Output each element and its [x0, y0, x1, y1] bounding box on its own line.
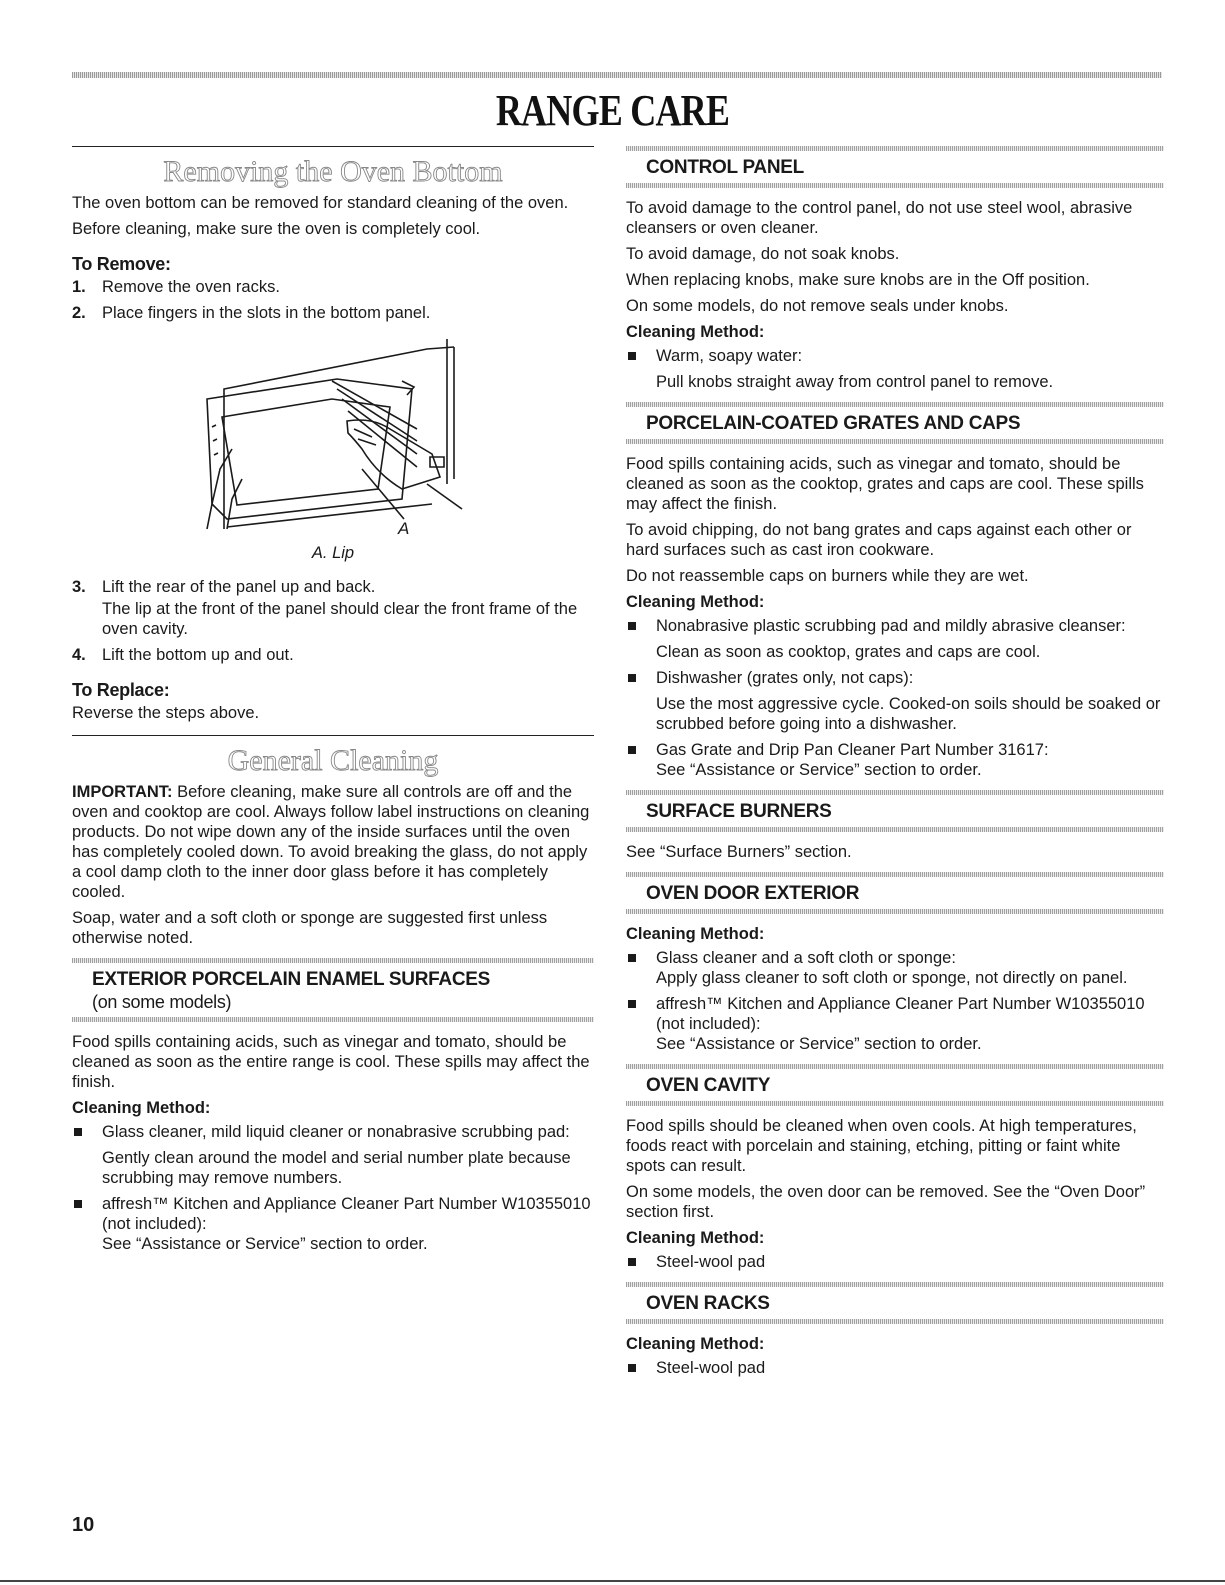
bullet-text: Glass cleaner, mild liquid cleaner or nonabrasive scrubbing pad:: [102, 1123, 570, 1141]
paragraph: Food spills containing acids, such as vinegar and tomato, should be cleaned as soon as the cooktop, grates and caps are cool. These spills may affect the finish.: [626, 455, 1144, 513]
important-paragraph: [72, 782, 594, 902]
list-item: [72, 1194, 594, 1254]
bullet-text: Glass cleaner and a soft cloth or sponge:: [656, 949, 956, 967]
step-item: [72, 303, 594, 323]
racks-bullets: [626, 1358, 1164, 1378]
door-section: [626, 872, 1164, 1054]
paragraph: See “Surface Burners” section.: [626, 843, 852, 861]
oven-bottom-illustration: [72, 329, 594, 541]
step-text: Lift the rear of the panel up and back.: [102, 578, 376, 596]
hatched-rule: [626, 1101, 1164, 1106]
exterior-bullets: [72, 1122, 594, 1254]
bullet-note: See “Assistance or Service” section to order.: [656, 761, 982, 779]
step-text: Place fingers in the slots in the bottom panel.: [102, 304, 431, 322]
bullet-square-icon: [628, 954, 636, 962]
hatched-rule: [626, 183, 1164, 188]
bullet-note: See “Assistance or Service” section to order.: [102, 1235, 428, 1253]
cavity-bullets: [626, 1252, 1164, 1272]
hatched-rule: [626, 1319, 1164, 1324]
important-text: Before cleaning, make sure all controls are off and the oven and cooktop are cool. Always follow label instructions on cleaning products. Do not wipe down any of the inside surfaces until the oven has completely cooled down. To avoid breaking the glass, do not apply a cool damp cloth to the inner door glass before it has completely cooled.: [72, 783, 590, 901]
racks-heading: OVEN RACKS: [646, 1293, 770, 1314]
bullet-square-icon: [628, 1258, 636, 1266]
step-item: [72, 577, 594, 639]
bullet-square-icon: [628, 746, 636, 754]
replace-text: Reverse the steps above.: [72, 704, 260, 722]
exterior-heading-text: EXTERIOR PORCELAIN ENAMEL SURFACES: [92, 969, 490, 990]
cleaning-method-label: Cleaning Method:: [626, 1229, 765, 1247]
bullet-text: Nonabrasive plastic scrubbing pad and mildly abrasive cleanser:: [656, 617, 1126, 635]
exterior-panel: [72, 958, 594, 1254]
cleaning-method-label: Cleaning Method:: [626, 925, 765, 943]
exterior-text: Food spills containing acids, such as vinegar and tomato, should be cleaned as soon as the entire range is cool. These spills may affect the finish.: [72, 1033, 590, 1091]
door-bullets: [626, 948, 1164, 1054]
bullet-text: affresh™ Kitchen and Appliance Cleaner Part Number W10355010 (not included):: [102, 1195, 591, 1233]
paragraph: Do not reassemble caps on burners while they are wet.: [626, 567, 1029, 585]
cleaning-method-label: Cleaning Method:: [626, 323, 765, 341]
cleaning-method-label: Cleaning Method:: [626, 593, 765, 611]
list-item: [626, 346, 1164, 392]
bullet-note: Gently clean around the model and serial number plate because scrubbing may remove numbers.: [102, 1149, 571, 1187]
paragraph: Food spills should be cleaned when oven cools. At high temperatures, foods react with porcelain and staining, etching, pitting or faint white spots can result.: [626, 1117, 1137, 1175]
cavity-heading: OVEN CAVITY: [646, 1075, 771, 1096]
intro-text: Before cleaning, make sure the oven is completely cool.: [72, 220, 481, 238]
list-item: [626, 1358, 1164, 1378]
section-rule: [72, 146, 594, 147]
bullet-note: Pull knobs straight away from control panel to remove.: [656, 373, 1054, 391]
figure-caption: A. Lip: [311, 544, 355, 562]
step-number: 3.: [72, 578, 86, 596]
bullet-text: Dishwasher (grates only, not caps):: [656, 669, 914, 687]
burners-section: [626, 790, 1164, 862]
top-hatched-rule: [72, 72, 1162, 78]
bullet-text: Steel-wool pad: [656, 1253, 766, 1271]
paragraph: To avoid chipping, do not bang grates and caps against each other or hard surfaces such as cast iron cookware.: [626, 521, 1132, 559]
paragraph: To avoid damage to the control panel, do not use steel wool, abrasive cleansers or oven cleaner.: [626, 199, 1133, 237]
list-item: [626, 994, 1164, 1054]
bullet-square-icon: [628, 1000, 636, 1008]
grates-section: [626, 402, 1164, 780]
step-subtext: The lip at the front of the panel should clear the front frame of the oven cavity.: [102, 600, 578, 638]
bullet-text: Steel-wool pad: [656, 1359, 766, 1377]
intro-text: The oven bottom can be removed for standard cleaning of the oven.: [72, 194, 569, 212]
exterior-heading: [72, 963, 594, 1017]
burners-heading: SURFACE BURNERS: [646, 801, 832, 822]
bullet-square-icon: [628, 622, 636, 630]
hatched-rule: [626, 439, 1164, 444]
hatched-rule: [626, 827, 1164, 832]
cleaning-method-label: Cleaning Method:: [72, 1099, 211, 1117]
list-item: [626, 616, 1164, 662]
section-title-general: General Cleaning: [227, 744, 439, 777]
step-number: 2.: [72, 304, 86, 322]
section-rule: [72, 735, 594, 736]
paragraph: When replacing knobs, make sure knobs are in the Off position.: [626, 271, 1090, 289]
soap-text: Soap, water and a soft cloth or sponge are suggested first unless otherwise noted.: [72, 909, 548, 947]
list-item: [626, 740, 1164, 780]
figure-label-a: A: [398, 519, 410, 538]
step-text: Lift the bottom up and out.: [102, 646, 294, 664]
bullet-square-icon: [628, 674, 636, 682]
page-title: RANGE CARE: [495, 86, 730, 135]
bullet-text: Warm, soapy water:: [656, 347, 803, 365]
bullet-square-icon: [628, 352, 636, 360]
remove-steps: [72, 277, 594, 323]
cavity-section: [626, 1064, 1164, 1272]
bullet-text: Gas Grate and Drip Pan Cleaner Part Number 31617:: [656, 741, 1049, 759]
exterior-subheading: (on some models): [92, 992, 232, 1012]
hatched-rule: [626, 909, 1164, 914]
bullet-square-icon: [628, 1364, 636, 1372]
paragraph: On some models, do not remove seals under knobs.: [626, 297, 1009, 315]
list-item: [626, 948, 1164, 988]
bullet-note: Apply glass cleaner to soft cloth or sponge, not directly on panel.: [656, 969, 1128, 987]
step-item: [72, 645, 594, 665]
grates-bullets: [626, 616, 1164, 780]
bullet-note: Clean as soon as cooktop, grates and caps are cool.: [656, 643, 1041, 661]
bottom-rule: [0, 1580, 1225, 1582]
control-panel-heading: CONTROL PANEL: [646, 157, 804, 178]
cleaning-method-label: Cleaning Method:: [626, 1335, 765, 1353]
door-heading: OVEN DOOR EXTERIOR: [646, 883, 860, 904]
bullet-note: Use the most aggressive cycle. Cooked-on soils should be soaked or scrubbed before going into a dishwasher.: [656, 695, 1161, 733]
bullet-note: See “Assistance or Service” section to order.: [656, 1035, 982, 1053]
paragraph: On some models, the oven door can be removed. See the “Oven Door” section first.: [626, 1183, 1146, 1221]
list-item: [72, 1122, 594, 1188]
left-column: [72, 146, 594, 1264]
bullet-square-icon: [74, 1128, 82, 1136]
step-text: Remove the oven racks.: [102, 278, 280, 296]
control-panel-section: [626, 146, 1164, 392]
bullet-square-icon: [74, 1200, 82, 1208]
oven-bottom-drawing: [72, 329, 594, 541]
remove-steps-continued: [72, 577, 594, 665]
important-label: IMPORTANT:: [72, 783, 173, 801]
step-number: 1.: [72, 278, 86, 296]
list-item: [626, 1252, 1164, 1272]
to-replace-heading: To Replace:: [72, 680, 170, 700]
hatched-rule: [72, 1017, 594, 1022]
paragraph: To avoid damage, do not soak knobs.: [626, 245, 900, 263]
page-number: 10: [72, 1514, 95, 1536]
bullet-text: affresh™ Kitchen and Appliance Cleaner Part Number W10355010 (not included):: [656, 995, 1145, 1033]
step-item: [72, 277, 594, 297]
step-number: 4.: [72, 646, 86, 664]
to-remove-heading: To Remove:: [72, 254, 171, 274]
section-title-removing: Removing the Oven Bottom: [163, 155, 503, 188]
list-item: [626, 668, 1164, 734]
control-bullets: [626, 346, 1164, 392]
grates-heading: PORCELAIN-COATED GRATES AND CAPS: [646, 413, 1021, 434]
racks-section: [626, 1282, 1164, 1378]
right-column: [626, 146, 1164, 1388]
